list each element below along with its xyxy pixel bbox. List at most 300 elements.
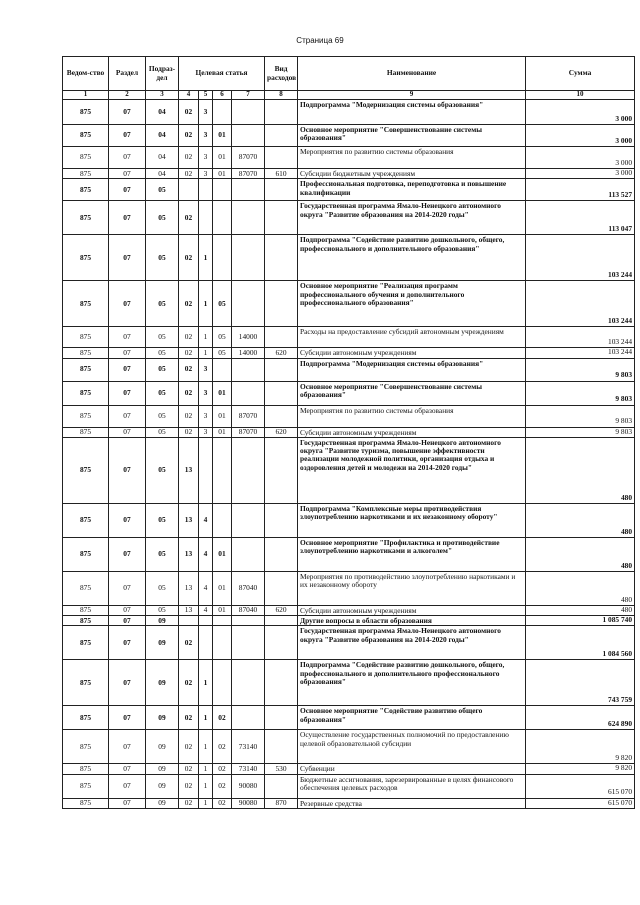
cell-event: 01	[213, 537, 232, 571]
cell-vid-rashodov	[265, 405, 298, 427]
cell-direction: 90080	[232, 798, 265, 808]
cell-sum: 3 000	[526, 100, 635, 125]
cell-event: 01	[213, 571, 232, 605]
cell-sum: 103 244	[526, 235, 635, 281]
cell-name: Мероприятия по развитию системы образования	[298, 405, 526, 427]
cell-program: 02	[179, 125, 199, 147]
cell-razdel: 07	[109, 798, 146, 808]
cell-program: 02	[179, 706, 199, 730]
cell-program: 02	[179, 100, 199, 125]
cell-vid-rashodov: 530	[265, 764, 298, 774]
cell-subprogram	[199, 626, 213, 660]
table-row	[63, 147, 635, 169]
cell-razdel: 07	[109, 660, 146, 706]
cell-sum: 480	[526, 503, 635, 537]
cell-vid-rashodov: 620	[265, 427, 298, 437]
cell-event	[213, 503, 232, 537]
cell-name: Осуществление государственных полномочий по предоставлению целевой образовательной субсидии	[298, 730, 526, 764]
header-summa: Сумма	[526, 57, 635, 91]
table-row	[63, 571, 635, 605]
cell-program: 02	[179, 427, 199, 437]
cell-vedomstvo: 875	[63, 100, 109, 125]
cell-event: 05	[213, 327, 232, 348]
table-body	[63, 100, 635, 809]
cell-program: 13	[179, 571, 199, 605]
cell-razdel: 07	[109, 147, 146, 169]
cell-vid-rashodov	[265, 571, 298, 605]
cell-direction	[232, 381, 265, 405]
table-row	[63, 201, 635, 235]
cell-vedomstvo: 875	[63, 381, 109, 405]
cell-sum: 9 820	[526, 730, 635, 764]
cell-vid-rashodov: 610	[265, 169, 298, 179]
cell-name: Основное мероприятие "Профилактика и противодействие злоупотреблению наркотиками и алкоголем"	[298, 537, 526, 571]
table-row	[63, 706, 635, 730]
cell-razdel: 07	[109, 100, 146, 125]
cell-program: 02	[179, 660, 199, 706]
table-row	[63, 605, 635, 615]
cell-vid-rashodov	[265, 327, 298, 348]
cell-vid-rashodov	[265, 616, 298, 626]
cell-vid-rashodov: 620	[265, 348, 298, 358]
cell-program	[179, 616, 199, 626]
cell-sum: 624 890	[526, 706, 635, 730]
cell-name: Бюджетные ассигнования, зарезервированные в целях финансового обеспечения целевых расходов	[298, 774, 526, 798]
cell-razdel: 07	[109, 626, 146, 660]
table-row	[63, 235, 635, 281]
cell-sum: 1 085 740	[526, 616, 635, 626]
cell-vid-rashodov	[265, 437, 298, 503]
cell-program: 02	[179, 348, 199, 358]
cell-razdel: 07	[109, 125, 146, 147]
cell-event	[213, 358, 232, 381]
cell-program: 02	[179, 405, 199, 427]
cell-direction: 87040	[232, 571, 265, 605]
cell-vedomstvo: 875	[63, 405, 109, 427]
cell-vedomstvo: 875	[63, 327, 109, 348]
cell-direction	[232, 626, 265, 660]
cell-vedomstvo: 875	[63, 437, 109, 503]
cell-direction	[232, 201, 265, 235]
cell-vid-rashodov	[265, 706, 298, 730]
cell-razdel: 07	[109, 179, 146, 201]
cell-subprogram: 1	[199, 327, 213, 348]
cell-vid-rashodov: 870	[265, 798, 298, 808]
cell-direction	[232, 537, 265, 571]
cell-name: Субвенции	[298, 764, 526, 774]
cell-podrazdel: 09	[146, 626, 179, 660]
header-naimenovanie: Наименование	[298, 57, 526, 91]
cell-podrazdel: 05	[146, 327, 179, 348]
cell-event: 01	[213, 427, 232, 437]
cell-podrazdel: 05	[146, 437, 179, 503]
cell-vid-rashodov	[265, 381, 298, 405]
cell-event: 01	[213, 169, 232, 179]
table-row	[63, 503, 635, 537]
budget-table	[62, 56, 635, 809]
cell-razdel: 07	[109, 235, 146, 281]
cell-subprogram: 3	[199, 427, 213, 437]
cell-sum: 9 803	[526, 427, 635, 437]
cell-sum: 3 000	[526, 147, 635, 169]
cell-vid-rashodov	[265, 626, 298, 660]
cell-sum: 103 244	[526, 348, 635, 358]
cell-direction	[232, 235, 265, 281]
cell-subprogram	[199, 437, 213, 503]
cell-podrazdel: 05	[146, 235, 179, 281]
cell-name: Подпрограмма "Содействие развитию дошкольного, общего, профессионального и дополнительного образования"	[298, 235, 526, 281]
cell-event	[213, 201, 232, 235]
cell-name: Основное мероприятие "Содействие развитию общего образования"	[298, 706, 526, 730]
cell-direction	[232, 358, 265, 381]
cell-direction: 90080	[232, 774, 265, 798]
cell-event	[213, 235, 232, 281]
cell-subprogram: 1	[199, 764, 213, 774]
table-row	[63, 798, 635, 808]
cell-vedomstvo: 875	[63, 660, 109, 706]
cell-event	[213, 616, 232, 626]
table-row	[63, 348, 635, 358]
cell-name: Резервные средства	[298, 798, 526, 808]
cell-sum: 480	[526, 571, 635, 605]
cell-subprogram: 1	[199, 706, 213, 730]
cell-vedomstvo: 875	[63, 571, 109, 605]
table-row	[63, 125, 635, 147]
cell-vid-rashodov	[265, 125, 298, 147]
cell-razdel: 07	[109, 281, 146, 327]
cell-direction: 87070	[232, 147, 265, 169]
cell-direction	[232, 616, 265, 626]
cell-vedomstvo: 875	[63, 169, 109, 179]
cell-vedomstvo: 875	[63, 503, 109, 537]
cell-name: Субсидии бюджетным учреждениям	[298, 169, 526, 179]
cell-podrazdel: 09	[146, 774, 179, 798]
cell-podrazdel: 09	[146, 660, 179, 706]
cell-sum: 480	[526, 605, 635, 615]
header-celevaya-statya: Целевая статья	[179, 57, 265, 91]
cell-event: 01	[213, 125, 232, 147]
cell-program: 02	[179, 730, 199, 764]
cell-razdel: 07	[109, 437, 146, 503]
cell-vedomstvo: 875	[63, 764, 109, 774]
cell-subprogram: 4	[199, 537, 213, 571]
cell-direction: 87070	[232, 405, 265, 427]
cell-podrazdel: 09	[146, 616, 179, 626]
cell-vid-rashodov	[265, 503, 298, 537]
cell-sum: 480	[526, 437, 635, 503]
cell-event: 01	[213, 405, 232, 427]
cell-podrazdel: 05	[146, 503, 179, 537]
cell-vedomstvo: 875	[63, 774, 109, 798]
cell-vedomstvo: 875	[63, 348, 109, 358]
cell-program: 02	[179, 327, 199, 348]
cell-direction	[232, 281, 265, 327]
cell-name: Субсидии автономным учреждениям	[298, 605, 526, 615]
cell-subprogram: 3	[199, 100, 213, 125]
cell-podrazdel: 05	[146, 605, 179, 615]
table-row	[63, 169, 635, 179]
cell-vedomstvo: 875	[63, 235, 109, 281]
cell-subprogram: 1	[199, 235, 213, 281]
cell-subprogram	[199, 201, 213, 235]
cell-event: 02	[213, 706, 232, 730]
cell-program: 02	[179, 358, 199, 381]
cell-podrazdel: 05	[146, 281, 179, 327]
cell-vedomstvo: 875	[63, 730, 109, 764]
cell-subprogram: 3	[199, 169, 213, 179]
cell-razdel: 07	[109, 571, 146, 605]
cell-podrazdel: 09	[146, 730, 179, 764]
cell-sum: 103 244	[526, 327, 635, 348]
cell-razdel: 07	[109, 358, 146, 381]
cell-vid-rashodov	[265, 281, 298, 327]
cell-direction	[232, 100, 265, 125]
cell-name: Подпрограмма "Содействие развитию дошкольного, общего, профессионального и дополнительного профессионального образования"	[298, 660, 526, 706]
cell-direction: 73140	[232, 764, 265, 774]
cell-razdel: 07	[109, 169, 146, 179]
table-row	[63, 774, 635, 798]
cell-name: Государственная программа Ямало-Ненецкого автономного округа "Развитие туризма, повышение эффективности реализации молодежной политики, организация отдыха и оздоровления детей и молодежи на 2014-2020 годы"	[298, 437, 526, 503]
cell-name: Основное мероприятие "Реализация программ профессионального обучения и дополнительного профессионального образования"	[298, 281, 526, 327]
table-row	[63, 437, 635, 503]
table-row	[63, 537, 635, 571]
table-row	[63, 327, 635, 348]
cell-vedomstvo: 875	[63, 147, 109, 169]
cell-vedomstvo: 875	[63, 798, 109, 808]
cell-event	[213, 100, 232, 125]
cell-program: 02	[179, 235, 199, 281]
cell-direction	[232, 503, 265, 537]
cell-sum: 103 244	[526, 281, 635, 327]
col-number: 5	[199, 91, 213, 100]
col-number: 10	[526, 91, 635, 100]
cell-direction	[232, 125, 265, 147]
table-row	[63, 730, 635, 764]
cell-sum: 113 527	[526, 179, 635, 201]
cell-direction	[232, 179, 265, 201]
cell-razdel: 07	[109, 774, 146, 798]
cell-subprogram: 1	[199, 730, 213, 764]
cell-name: Подпрограмма "Модернизация системы образования"	[298, 100, 526, 125]
cell-direction	[232, 660, 265, 706]
cell-event: 02	[213, 730, 232, 764]
cell-event: 05	[213, 281, 232, 327]
col-number: 7	[232, 91, 265, 100]
col-number: 8	[265, 91, 298, 100]
header-vedomstvo: Ведом-ство	[63, 57, 109, 91]
cell-razdel: 07	[109, 730, 146, 764]
cell-subprogram: 1	[199, 798, 213, 808]
cell-sum: 1 084 560	[526, 626, 635, 660]
cell-program: 13	[179, 605, 199, 615]
cell-vid-rashodov	[265, 774, 298, 798]
table-row	[63, 427, 635, 437]
col-number: 1	[63, 91, 109, 100]
column-number-row	[63, 91, 635, 100]
cell-vid-rashodov	[265, 537, 298, 571]
cell-podrazdel: 04	[146, 125, 179, 147]
cell-razdel: 07	[109, 764, 146, 774]
cell-sum: 9 803	[526, 358, 635, 381]
cell-name: Профессиональная подготовка, переподготовка и повышение квалификации	[298, 179, 526, 201]
cell-name: Государственная программа Ямало-Ненецкого автономного округа "Развитие образования на 2014-2020 годы"	[298, 201, 526, 235]
cell-subprogram: 3	[199, 125, 213, 147]
cell-podrazdel: 05	[146, 537, 179, 571]
cell-subprogram: 3	[199, 381, 213, 405]
cell-program: 02	[179, 201, 199, 235]
col-number: 9	[298, 91, 526, 100]
cell-podrazdel: 05	[146, 381, 179, 405]
table-row	[63, 358, 635, 381]
cell-direction	[232, 437, 265, 503]
cell-vid-rashodov	[265, 179, 298, 201]
cell-name: Основное мероприятие "Совершенствование системы образования"	[298, 125, 526, 147]
header-vid-rashodov: Вид расходов	[265, 57, 298, 91]
cell-podrazdel: 09	[146, 798, 179, 808]
cell-event: 02	[213, 764, 232, 774]
header-podrazdel: Подраз-дел	[146, 57, 179, 91]
cell-vedomstvo: 875	[63, 358, 109, 381]
table-row	[63, 764, 635, 774]
cell-subprogram: 1	[199, 774, 213, 798]
cell-vedomstvo: 875	[63, 427, 109, 437]
cell-sum: 480	[526, 537, 635, 571]
cell-subprogram: 3	[199, 358, 213, 381]
cell-subprogram: 1	[199, 348, 213, 358]
cell-subprogram: 4	[199, 571, 213, 605]
header-razdel: Раздел	[109, 57, 146, 91]
cell-event	[213, 437, 232, 503]
cell-razdel: 07	[109, 706, 146, 730]
cell-name: Мероприятия по развитию системы образования	[298, 147, 526, 169]
cell-subprogram: 4	[199, 503, 213, 537]
table-row	[63, 179, 635, 201]
cell-name: Субсидии автономным учреждениям	[298, 427, 526, 437]
table-row	[63, 281, 635, 327]
col-number: 3	[146, 91, 179, 100]
cell-vedomstvo: 875	[63, 125, 109, 147]
cell-event: 05	[213, 348, 232, 358]
cell-vedomstvo: 875	[63, 605, 109, 615]
cell-podrazdel: 05	[146, 358, 179, 381]
cell-razdel: 07	[109, 427, 146, 437]
table-row	[63, 626, 635, 660]
cell-vedomstvo: 875	[63, 537, 109, 571]
cell-sum: 615 070	[526, 798, 635, 808]
cell-podrazdel: 05	[146, 405, 179, 427]
cell-direction: 87040	[232, 605, 265, 615]
cell-direction: 87070	[232, 427, 265, 437]
cell-program	[179, 179, 199, 201]
table-row	[63, 660, 635, 706]
cell-vid-rashodov	[265, 235, 298, 281]
cell-vedomstvo: 875	[63, 626, 109, 660]
cell-program: 02	[179, 281, 199, 327]
col-number: 2	[109, 91, 146, 100]
cell-vedomstvo: 875	[63, 281, 109, 327]
cell-subprogram: 1	[199, 281, 213, 327]
cell-podrazdel: 09	[146, 764, 179, 774]
cell-podrazdel: 04	[146, 147, 179, 169]
cell-vedomstvo: 875	[63, 179, 109, 201]
cell-program: 02	[179, 147, 199, 169]
cell-event: 02	[213, 798, 232, 808]
cell-podrazdel: 05	[146, 571, 179, 605]
cell-name: Мероприятия по противодействию злоупотреблению наркотиками и их незаконному обороту	[298, 571, 526, 605]
cell-name: Государственная программа Ямало-Ненецкого автономного округа "Развитие образования на 2014-2020 годы"	[298, 626, 526, 660]
cell-name: Основное мероприятие "Совершенствование системы образования"	[298, 381, 526, 405]
cell-sum: 743 759	[526, 660, 635, 706]
col-number: 4	[179, 91, 199, 100]
cell-vedomstvo: 875	[63, 201, 109, 235]
cell-vedomstvo: 875	[63, 706, 109, 730]
cell-sum: 3 000	[526, 169, 635, 179]
cell-razdel: 07	[109, 616, 146, 626]
cell-vedomstvo: 875	[63, 616, 109, 626]
cell-vid-rashodov	[265, 201, 298, 235]
cell-event	[213, 660, 232, 706]
cell-event: 01	[213, 147, 232, 169]
page-label: Страница 69	[296, 36, 344, 45]
cell-event	[213, 179, 232, 201]
cell-subprogram	[199, 179, 213, 201]
cell-direction	[232, 706, 265, 730]
cell-event: 01	[213, 605, 232, 615]
cell-razdel: 07	[109, 201, 146, 235]
cell-program: 02	[179, 381, 199, 405]
cell-podrazdel: 05	[146, 348, 179, 358]
cell-direction: 73140	[232, 730, 265, 764]
table-row	[63, 100, 635, 125]
cell-razdel: 07	[109, 605, 146, 615]
cell-vid-rashodov	[265, 660, 298, 706]
cell-vid-rashodov	[265, 358, 298, 381]
cell-program: 02	[179, 764, 199, 774]
table-row	[63, 405, 635, 427]
cell-event	[213, 626, 232, 660]
cell-subprogram: 4	[199, 605, 213, 615]
cell-name: Субсидии автономным учреждениям	[298, 348, 526, 358]
cell-razdel: 07	[109, 327, 146, 348]
cell-sum: 3 000	[526, 125, 635, 147]
cell-sum: 9 803	[526, 381, 635, 405]
cell-subprogram: 3	[199, 147, 213, 169]
cell-vid-rashodov: 620	[265, 605, 298, 615]
cell-sum: 113 047	[526, 201, 635, 235]
cell-podrazdel: 04	[146, 169, 179, 179]
cell-sum: 9 820	[526, 764, 635, 774]
cell-program: 02	[179, 626, 199, 660]
cell-subprogram: 1	[199, 660, 213, 706]
cell-program: 13	[179, 437, 199, 503]
cell-sum: 9 803	[526, 405, 635, 427]
cell-podrazdel: 05	[146, 179, 179, 201]
cell-sum: 615 070	[526, 774, 635, 798]
cell-podrazdel: 09	[146, 706, 179, 730]
cell-program: 02	[179, 798, 199, 808]
cell-direction: 87070	[232, 169, 265, 179]
cell-name: Расходы на предоставление субсидий автономным учреждениям	[298, 327, 526, 348]
cell-razdel: 07	[109, 381, 146, 405]
cell-razdel: 07	[109, 348, 146, 358]
cell-name: Подпрограмма "Модернизация системы образования"	[298, 358, 526, 381]
cell-razdel: 07	[109, 405, 146, 427]
cell-vid-rashodov	[265, 100, 298, 125]
cell-podrazdel: 05	[146, 201, 179, 235]
cell-subprogram: 3	[199, 405, 213, 427]
cell-subprogram	[199, 616, 213, 626]
cell-name: Другие вопросы в области образования	[298, 616, 526, 626]
